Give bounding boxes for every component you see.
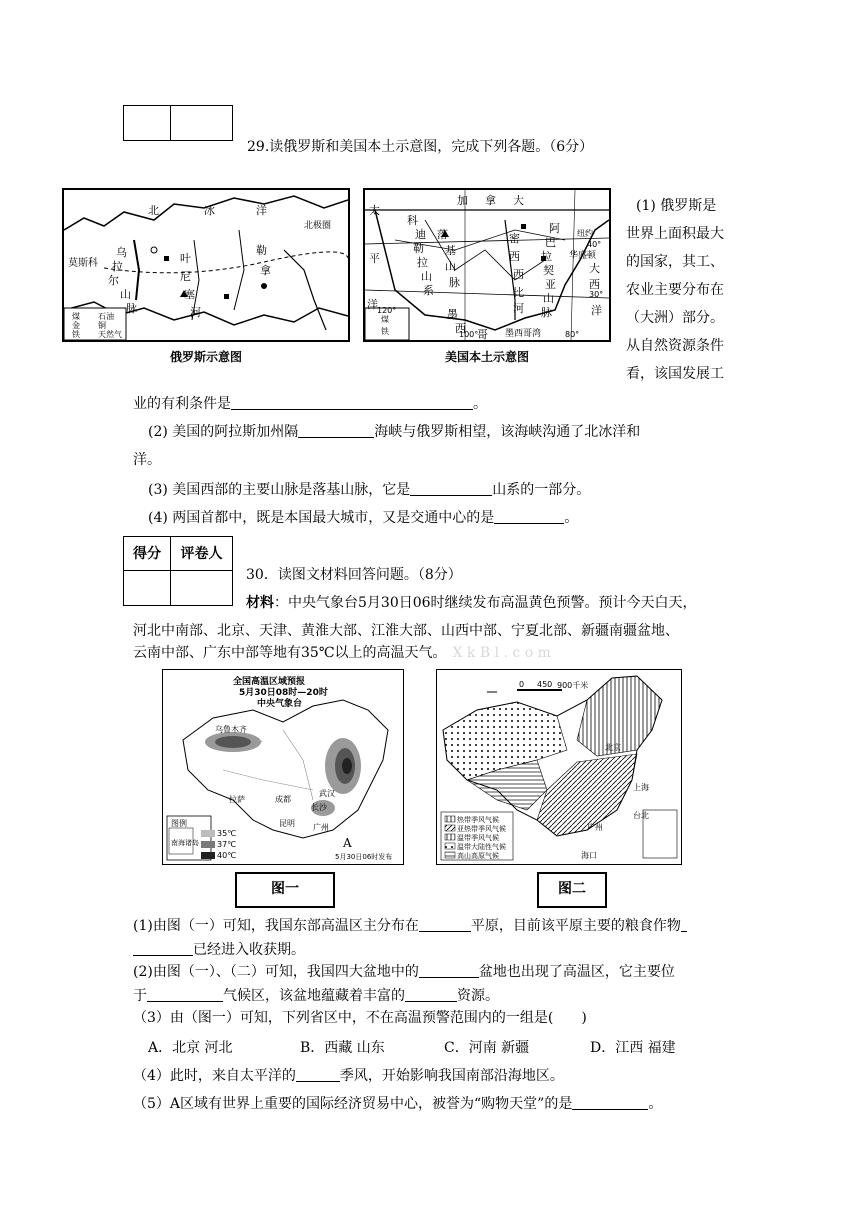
russia-label-yang: 洋	[256, 204, 267, 217]
usa-label-ge: 哥	[477, 328, 488, 341]
usa-label-qi: 契	[543, 264, 554, 277]
fig1-label: 图一	[235, 872, 335, 908]
usa-label-yang-w: 洋	[367, 298, 378, 311]
answer-blank-conditions[interactable]	[231, 395, 473, 410]
q30-line7: （5）A区域有世界上重要的国际经济贸易中心，被誉为“购物天堂”的是 。	[133, 1096, 663, 1112]
russia-label-er: 尔	[108, 274, 119, 287]
q30-option-c[interactable]: C．河南 新疆	[444, 1040, 530, 1056]
usa-label-xi1: 西	[509, 250, 520, 263]
q30-line6: （4）此时，来自太平洋的 季风，开始影响我国南部沿海地区。	[133, 1068, 564, 1084]
fig1-city-wuhan: 武汉	[319, 789, 335, 798]
usa-label-ji: 基	[445, 244, 456, 257]
q29-side-line-7: 看，该国发展工	[626, 366, 724, 382]
q29-q4: (4) 两国首都中，既是本国最大城市，又是交通中心的是 。	[148, 510, 579, 526]
usa-label-da: 大	[513, 194, 524, 207]
usa-legend-iron: 铁	[381, 327, 389, 336]
q29-side-line-3: 的国家，其工、	[626, 254, 724, 270]
usa-label-la3: 拉	[417, 256, 428, 269]
q30-line3: (2)由图（一）、（二）可知，我国四大盆地中的 盆地也出现了高温区，它主要位	[133, 964, 675, 980]
russia-label-ni: 尼	[180, 270, 191, 283]
russia-legend-gas: 天然气	[98, 330, 122, 339]
russia-legend-iron: 铁	[72, 330, 80, 339]
usa-label-40deg: 40°	[587, 240, 602, 249]
usa-label-shan-w: 山	[445, 260, 456, 273]
usa-label-le: 勒	[413, 242, 424, 255]
answer-blank-plain[interactable]	[419, 917, 471, 932]
q30-title: 30．读图文材料回答问题。（8分）	[246, 567, 462, 583]
fig1-legend-35: 35℃	[217, 829, 237, 838]
fig1-city-chengdu: 成都	[275, 795, 291, 804]
q30-material-line2: 河北中南部、北京、天津、黄淮大部、江淮大部、山西中部、宁夏北部、新疆南疆盆地、	[133, 623, 679, 639]
q29-q3: (3) 美国西部的主要山脉是落基山脉，它是 山系的一部分。	[148, 482, 591, 498]
usa-label-washington: 华盛顿	[569, 251, 597, 261]
usa-label-yang-e: 洋	[591, 304, 602, 317]
usa-label-luo: 落	[437, 228, 448, 241]
fig2-legend-tropical: 热带季风气候	[457, 816, 499, 824]
grader-label: 评卷人	[180, 546, 223, 562]
usa-label-mi: 密	[509, 232, 520, 245]
fig1-heat-map	[162, 669, 404, 865]
usa-label-xi2: 西	[513, 268, 524, 281]
usa-label-xi-atl: 西	[589, 278, 600, 291]
fig2-city-shanghai: 上海	[633, 783, 649, 792]
score-label: 得分	[133, 546, 161, 562]
fig2-climate-map	[436, 669, 682, 865]
russia-label-shan: 山	[120, 288, 131, 301]
fig1-footer: 5月30日06时发布	[335, 853, 393, 861]
fig1-legend-37: 37℃	[217, 840, 237, 849]
q30-option-a[interactable]: A．北京 河北	[148, 1040, 233, 1056]
russia-label-wu: 乌	[116, 246, 127, 259]
usa-label-shan-e: 山	[543, 292, 554, 305]
usa-label-a: 阿	[549, 222, 560, 235]
answer-blank-crop[interactable]	[133, 941, 193, 956]
q29-q2: (2) 美国的阿拉斯加州隔 海峡与俄罗斯相望，该海峡沟通了北冰洋和	[148, 424, 641, 440]
usa-label-xi3: 系	[423, 284, 434, 297]
fig2-legend-temperate-monsoon: 温带季风气候	[457, 834, 499, 842]
usa-label-di: 迪	[415, 228, 426, 241]
q29-line1: 业的有利条件是 。	[133, 396, 487, 412]
q30-option-d[interactable]: D．江西 福建	[590, 1040, 676, 1056]
q30-material-line1: 材料：中央气象台5月30日06时继续发布高温黄色预警。预计今天白天，	[246, 595, 697, 611]
usa-label-shan3: 山	[421, 270, 432, 283]
russia-label-he: 河	[190, 306, 201, 319]
usa-label-30deg: 30°	[589, 290, 604, 299]
russia-legend-coal: 煤	[72, 312, 80, 321]
usa-label-80deg: 80°	[565, 330, 580, 339]
usa-label-newyork: 纽约	[577, 229, 593, 238]
fig2-city-guangzhou: 广州	[587, 823, 603, 832]
usa-label-mai-e: 脉	[541, 306, 552, 319]
answer-blank-climate[interactable]	[147, 987, 223, 1002]
fig1-inset-label: 南海诸岛	[171, 839, 199, 847]
russia-label-bing: 冰	[204, 204, 215, 217]
russia-label-arctic-circle: 北极圈	[304, 221, 332, 231]
usa-label-ping: 平	[369, 252, 380, 265]
fig1-title2: 5月30日08时—20时	[239, 688, 328, 698]
russia-label-na: 拿	[260, 264, 271, 277]
fig2-legend-subtropical: 亚热带季风气候	[457, 825, 506, 833]
q29-q2-cont: 洋。	[133, 452, 161, 468]
russia-label-ye: 叶	[180, 252, 191, 265]
usa-label-xi-mex: 西	[455, 322, 466, 335]
q30-option-b[interactable]: B．西藏 山东	[300, 1040, 385, 1056]
usa-label-120deg: 120°	[377, 306, 397, 315]
fig2-scale-900: 900千米	[557, 681, 589, 690]
usa-legend-coal: 煤	[381, 315, 389, 324]
q30-line1: (1)由图（一）可知，我国东部高温区主分布在 平原，目前该平原主要的粮食作物	[133, 916, 687, 936]
fig2-scale-0: 0	[519, 680, 525, 689]
q30-line5: （3）由（图一）可知，下列省区中，不在高温预警范围内的一组是( )	[133, 1010, 587, 1026]
usa-label-ke: 科	[407, 214, 418, 227]
q29-side-line-2: 世界上面积最大	[626, 226, 724, 242]
answer-blank-strait[interactable]	[298, 423, 374, 438]
fig1-title1: 全国高温区域预报	[233, 677, 306, 687]
fig2-scale-450: 450	[537, 680, 553, 689]
answer-blank-shopping-paradise[interactable]	[572, 1095, 648, 1110]
usa-label-la2: 拉	[541, 250, 552, 263]
score-box-q29	[123, 105, 233, 141]
usa-label-jia: 加	[457, 194, 468, 207]
answer-blank-crop-tail[interactable]	[681, 917, 687, 932]
answer-blank-mountain-system[interactable]	[410, 481, 492, 496]
fig2-city-taipei: 台北	[633, 811, 649, 820]
watermark: X k B l . c o m	[452, 645, 551, 661]
fig1-title3: 中央气象台	[257, 699, 303, 709]
usa-map-caption: 美国本土示意图	[444, 350, 529, 364]
usa-label-gulf: 墨西哥湾	[505, 329, 542, 339]
q30-line4: 于 气候区，该盆地蕴藏着丰富的 资源。	[133, 988, 499, 1004]
fig1-city-urumqi: 乌鲁木齐	[215, 725, 247, 734]
q29-side-line-1: (1) 俄罗斯是	[636, 198, 717, 214]
usa-label-bi: 比	[513, 286, 524, 299]
russia-label-la: 拉	[112, 260, 123, 273]
russia-legend-copper: 铜	[98, 321, 106, 330]
q29-side-line-5: （大洲）部分。	[626, 310, 724, 326]
usa-label-ya: 亚	[545, 278, 556, 291]
fig1-city-changsha: 长沙	[311, 803, 327, 812]
usa-map-svg	[365, 190, 609, 340]
usa-label-mai-w: 脉	[449, 276, 460, 289]
russia-legend-oil: 石油	[98, 312, 114, 321]
fig2-city-beijing: 北京	[605, 743, 621, 752]
usa-label-mo: 墨	[447, 308, 458, 321]
answer-blank-monsoon[interactable]	[296, 1067, 340, 1082]
fig1-city-guangzhou: 广州	[313, 823, 329, 832]
usa-label-na: 拿	[485, 194, 496, 207]
usa-map	[363, 188, 611, 342]
q29-title: 29.读俄罗斯和美国本土示意图，完成下列各题。（6分）	[247, 139, 594, 155]
russia-map	[62, 188, 350, 342]
fig2-legend-temperate-continental: 温带大陆性气候	[457, 843, 506, 851]
fig2-city-haikou: 海口	[581, 851, 597, 860]
usa-label-100deg: 100°	[459, 330, 479, 339]
usa-label-ba: 巴	[545, 236, 556, 249]
usa-label-he: 河	[513, 302, 524, 315]
answer-blank-capital[interactable]	[494, 509, 564, 524]
fig1-point-a: A	[343, 836, 352, 850]
q29-side-line-6: 从自然资源条件	[626, 338, 724, 354]
russia-label-sai: 塞	[184, 288, 195, 301]
fig2-legend-highland: 高山高原气候	[457, 852, 499, 860]
fig1-city-kunming: 昆明	[279, 819, 295, 828]
score-table-q30	[123, 536, 233, 606]
answer-blank-resource[interactable]	[405, 987, 457, 1002]
fig1-legend-40: 40℃	[217, 851, 237, 860]
russia-label-moscow: 莫斯科	[68, 258, 98, 269]
fig2-label: 图二	[537, 872, 607, 908]
q30-line2: 已经进入收获期。	[133, 940, 305, 960]
russia-label-bei: 北	[148, 204, 159, 217]
fig1-legend-title: 图例	[171, 819, 187, 828]
usa-label-tai: 太	[369, 204, 380, 217]
russia-legend-gold: 金	[72, 321, 80, 330]
russia-map-caption: 俄罗斯示意图	[169, 350, 242, 364]
answer-blank-basin[interactable]	[419, 963, 479, 978]
fig1-city-lhasa: 拉萨	[229, 795, 245, 804]
q29-side-line-4: 农业主要分布在	[626, 282, 724, 298]
russia-label-mai: 脉	[126, 302, 137, 315]
russia-label-le: 勒	[256, 244, 267, 257]
q30-material-line3: 云南中部、广东中部等地有35℃以上的高温天气。 X k B l . c o m	[133, 645, 551, 661]
usa-label-da-atl: 大	[589, 262, 600, 275]
